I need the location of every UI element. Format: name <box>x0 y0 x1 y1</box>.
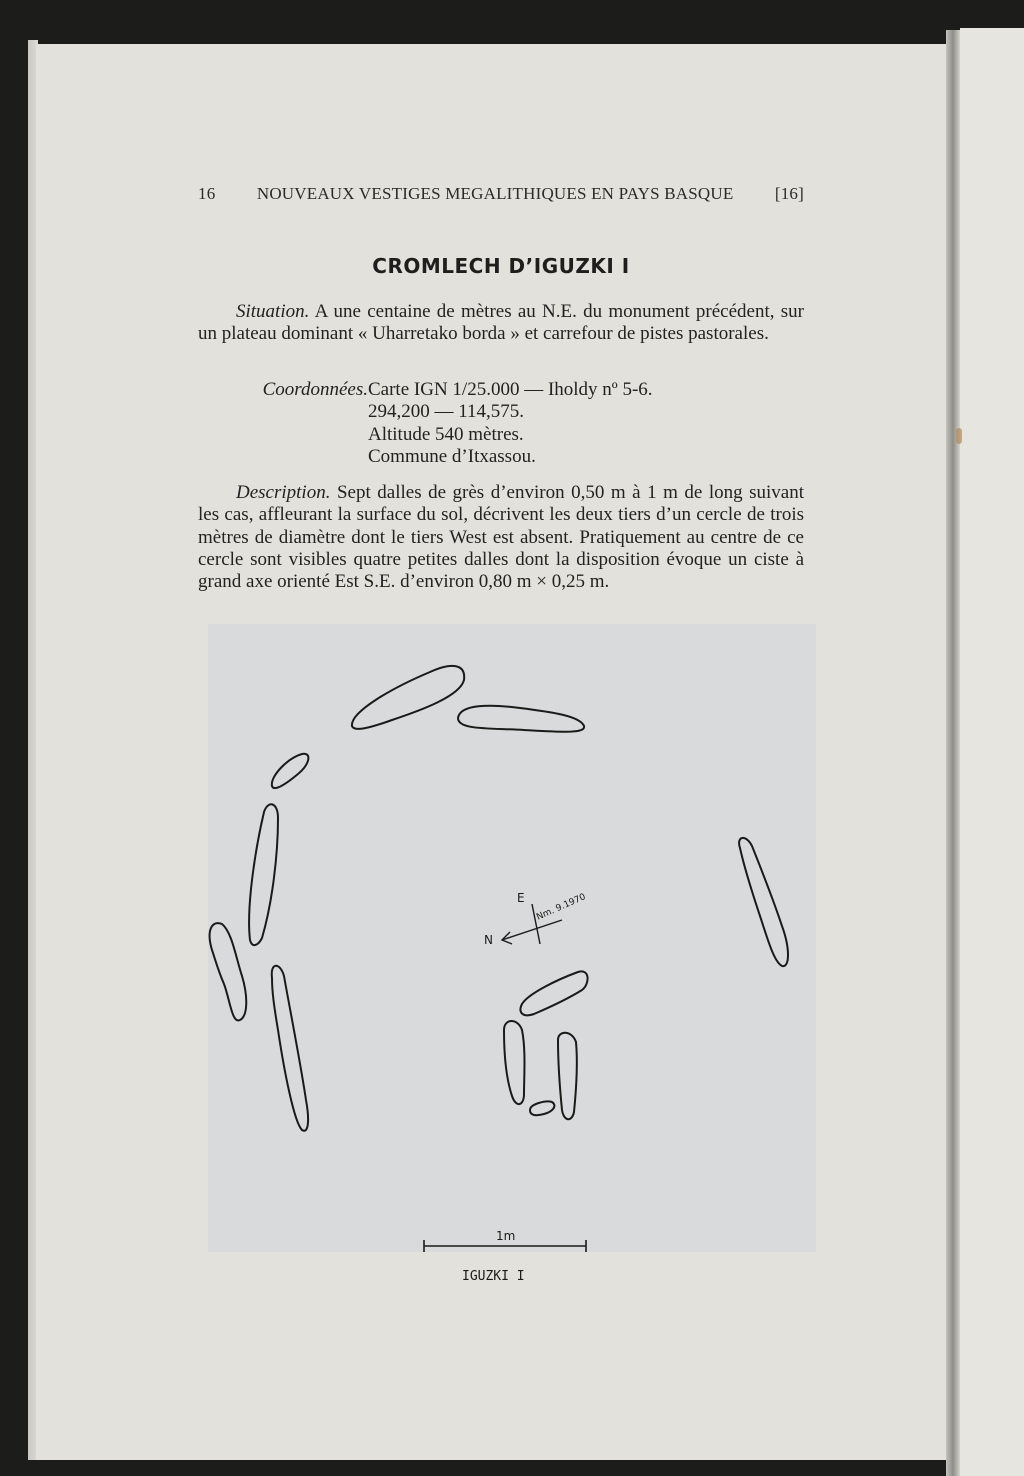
slab-outline <box>352 666 464 729</box>
slab-outline <box>272 754 309 788</box>
plan-caption: IGUZKI I <box>462 1269 525 1284</box>
running-title: NOUVEAUX VESTIGES MEGALITHIQUES EN PAYS BASQUE <box>256 184 734 203</box>
slab-outline <box>504 1021 525 1104</box>
slab-outline <box>210 923 247 1020</box>
coordinates-label: Coordonnées. <box>262 379 368 400</box>
coordinates-line: Altitude 540 mètres. <box>368 423 524 445</box>
slab-outline <box>739 838 788 966</box>
compass-east-label: E <box>517 891 525 905</box>
scale-label: 1m <box>496 1229 516 1243</box>
magnetic-north-note: Nm. 9.1970 <box>535 892 588 923</box>
monument-title: CROMLECH D’IGUZKI I <box>372 254 630 278</box>
coordinates-line: Commune d’Itxassou. <box>368 445 536 467</box>
slab-outline <box>272 966 308 1131</box>
description-text: Sept dalles de grès d’environ 0,50 m à 1 m de long suivant les cas, affleurant la surface du sol, décrivent les deux tiers d’un cercle de trois mètres de diamètre dont le tiers West est absent. Pratiquement au centre de ce cercle sont visibles quatre petites dalles dont la disposition évoque un ciste à grand axe orienté Est S.E. d’environ 0,80 m × 0,25 m. <box>198 482 805 593</box>
coordinates-line: 294,200 — 114,575. <box>368 401 525 423</box>
slab-outline <box>249 804 278 945</box>
coordinates-line: Carte IGN 1/25.000 — Iholdy nº 5-6. <box>368 379 653 400</box>
compass-needle <box>502 920 562 940</box>
compass-north-label: N <box>484 933 493 947</box>
page-number: 16 <box>198 184 216 203</box>
slab-outline <box>558 1033 577 1120</box>
situation-label: Situation. <box>236 301 310 322</box>
description-label: Description. <box>236 482 331 503</box>
slab-outline <box>530 1101 554 1115</box>
slab-outline <box>458 706 584 732</box>
section-number: [16] <box>774 184 804 203</box>
compass-axis <box>532 904 540 944</box>
situation-text: A une centaine de mètres au N.E. du monument précédent, sur un plateau dominant « Uharretako borda » et carrefour de pistes pastorales. <box>198 301 804 345</box>
slab-outline <box>521 971 588 1015</box>
